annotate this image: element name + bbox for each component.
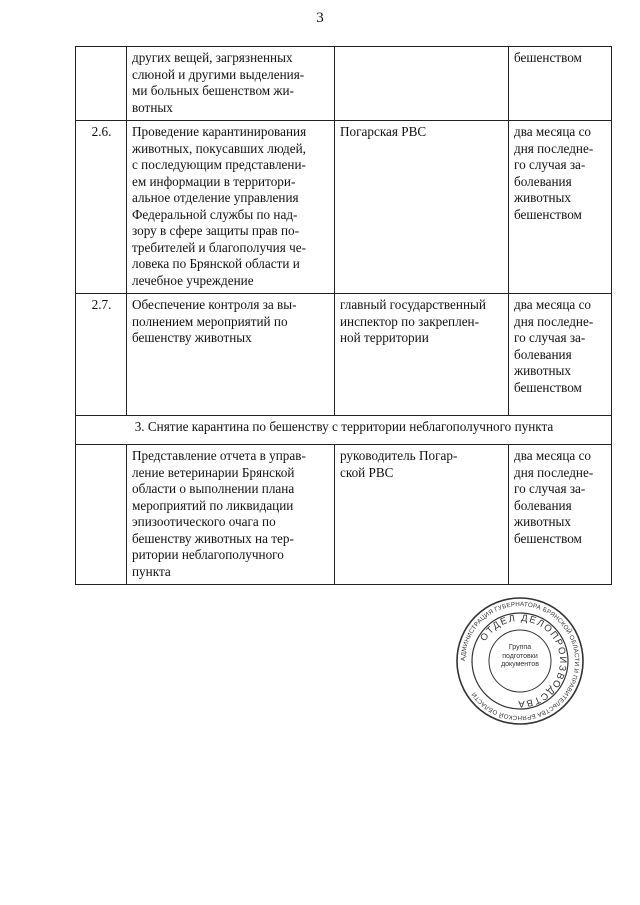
- row-action: Обеспечение контроля за вы- полнением мероприятий по бешенству животных: [127, 294, 335, 416]
- measures-table: [75, 46, 612, 585]
- stamp-outer-ring-text: АДМИНИСТРАЦИЯ ГУБЕРНАТОРА БРЯНСКОЙ ОБЛАСТИ И ПРАВИТЕЛЬСТВА БРЯНСКОЙ ОБЛАСТИ: [459, 600, 581, 722]
- table-row: [76, 121, 612, 294]
- row-responsible: Погарская РВС: [335, 121, 509, 294]
- row-number: 2.7.: [76, 294, 127, 416]
- section-title: 3. Снятие карантина по бешенству с территории неблагополучного пункта: [76, 416, 612, 445]
- row-responsible: руководитель Погар- ской РВС: [335, 445, 509, 585]
- stamp-center-text: Группа подготовки документов: [501, 644, 539, 668]
- row-responsible: главный государственный инспектор по закреплен- ной территории: [335, 294, 509, 416]
- row-responsible: [335, 47, 509, 121]
- row-action: Представление отчета в управ- ление ветеринарии Брянской области о выполнении плана мероприятий по ликвидации эпизоотического очага по бешенству животных на тер- ритории неблагополучного пункта: [127, 445, 335, 585]
- row-deadline: бешенством: [509, 47, 612, 121]
- table-row: [76, 294, 612, 416]
- section-header-row: [76, 416, 612, 445]
- row-number: [76, 445, 127, 585]
- row-action: других вещей, загрязненных слюной и другими выделения- ми больных бешенством жи- вотных: [127, 47, 335, 121]
- page-number: 3: [316, 10, 324, 26]
- row-number: [76, 47, 127, 121]
- row-deadline: два месяца со дня последне- го случая за- болевания животных бешенством: [509, 121, 612, 294]
- stamp-inner-ring-text: ОТДЕЛ ДЕЛОПРОИЗВОДСТВА: [478, 612, 569, 710]
- row-deadline: два месяца со дня последне- го случая за- болевания животных бешенством: [509, 294, 612, 416]
- row-deadline: два месяца со дня последне- го случая за- болевания животных бешенством: [509, 445, 612, 585]
- row-action: Проведение карантинирования животных, покусавших людей, с последующим представлени- ем информации в территори- альное отделение управления Федеральной службы по над- зору в сфере защиты прав по- требителей и благополучия че- ловека по Брянской области и лечебное учреждение: [127, 121, 335, 294]
- table-row: [76, 47, 612, 121]
- table-row: [76, 445, 612, 585]
- row-number: 2.6.: [76, 121, 127, 294]
- seal-stamp-icon: [455, 596, 585, 726]
